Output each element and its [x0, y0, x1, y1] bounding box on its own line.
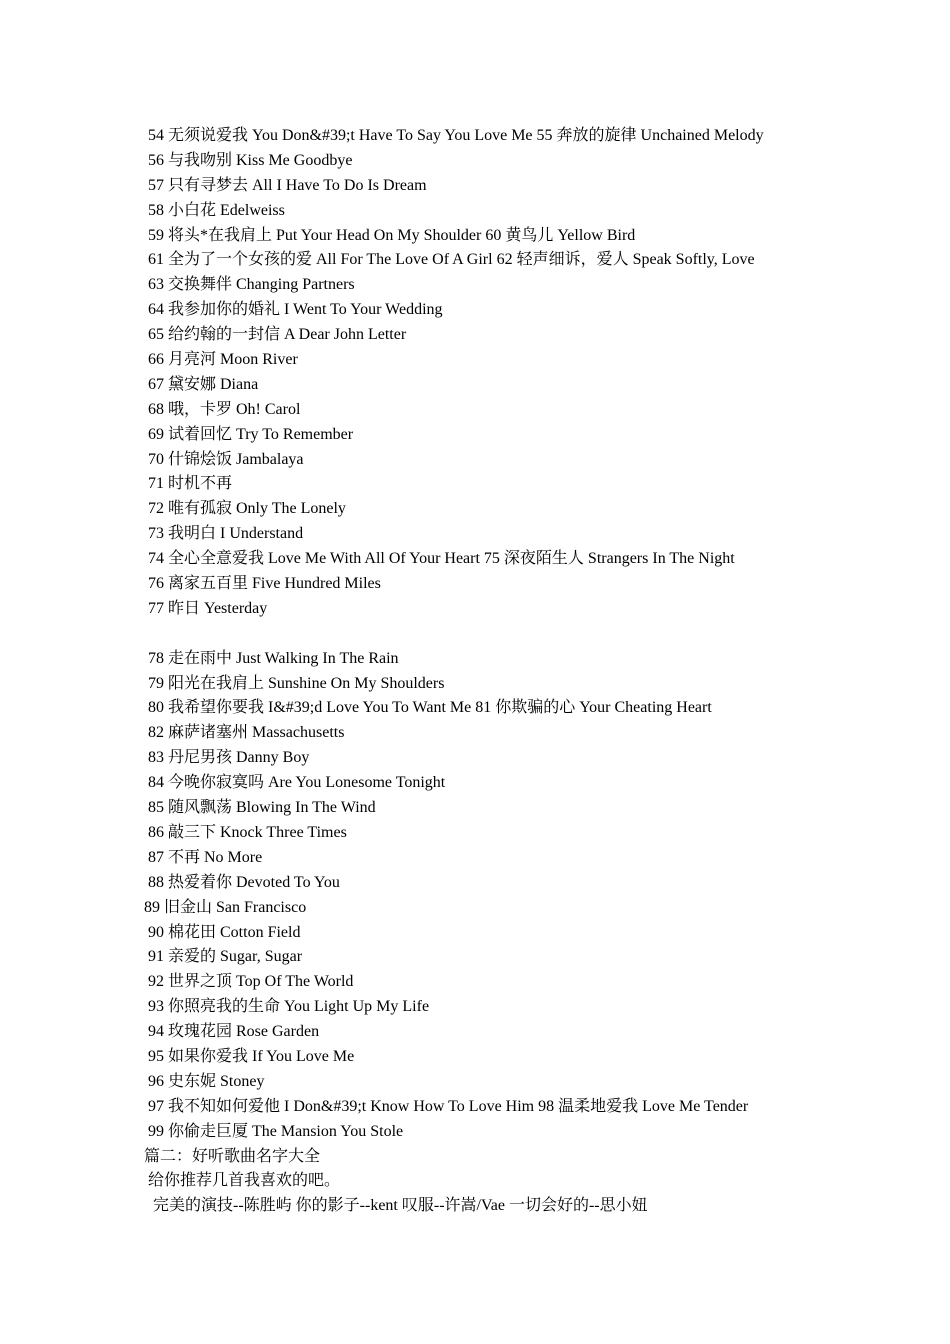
text-line: 61 全为了一个女孩的爱 All For The Love Of A Girl 62 轻声细诉，爱人 Speak Softly, Love [148, 251, 755, 269]
text-line: 给你推荐几首我喜欢的吧。 [148, 1172, 341, 1190]
text-line: 94 玫瑰花园 Rose Garden [148, 1023, 320, 1041]
text-line: 95 如果你爱我 If You Love Me [148, 1047, 355, 1065]
text-line: 57 只有寻梦去 All I Have To Do Is Dream [148, 176, 427, 194]
text-line: 80 我希望你要我 I&#39;d Love You To Want Me 81 你欺骗的心 Your Cheating Heart [148, 699, 712, 717]
text-line: 78 走在雨中 Just Walking In The Rain [148, 649, 399, 667]
text-line: 74 全心全意爱我 Love Me With All Of Your Heart 75 深夜陌生人 Strangers In The Night [148, 550, 735, 568]
text-line: 66 月亮河 Moon River [148, 351, 298, 369]
text-line: 96 史东妮 Stoney [148, 1072, 265, 1090]
text-line: 58 小白花 Edelweiss [148, 201, 285, 219]
text-line: 91 亲爱的 Sugar, Sugar [148, 948, 303, 966]
text-line: 99 你偷走巨厦 The Mansion You Stole [148, 1122, 404, 1140]
text-line: 70 什锦烩饭 Jambalaya [148, 450, 304, 468]
text-line: 73 我明白 I Understand [148, 525, 304, 543]
blank-line [0, 622, 950, 647]
text-line: 86 敲三下 Knock Three Times [148, 823, 347, 841]
text-line: 87 不再 No More [148, 848, 263, 866]
text-line: 68 哦，卡罗 Oh! Carol [148, 400, 301, 418]
text-line: 72 唯有孤寂 Only The Lonely [148, 500, 346, 518]
text-line: 77 昨日 Yesterday [148, 599, 268, 617]
text-line: 65 给约翰的一封信 A Dear John Letter [148, 326, 407, 344]
text-line: 54 无须说爱我 You Don&#39;t Have To Say You Love Me 55 奔放的旋律 Unchained Melody [148, 127, 764, 144]
text-line: 64 我参加你的婚礼 I Went To Your Wedding [148, 301, 443, 319]
text-line: 完美的演技--陈胜屿 你的影子--kent 叹服--许嵩/Vae 一切会好的--思小妞 [153, 1197, 648, 1215]
text-line: 82 麻萨诸塞州 Massachusetts [148, 724, 345, 742]
text-line: 88 热爱着你 Devoted To You [148, 873, 340, 891]
text-line: 59 将头*在我肩上 Put Your Head On My Shoulder 60 黄鸟儿 Yellow Bird [148, 226, 636, 244]
section-heading: 篇二：好听歌曲名字大全 [144, 1147, 321, 1165]
document-page [0, 124, 950, 1219]
text-line: 83 丹尼男孩 Danny Boy [148, 749, 310, 767]
text-line: 90 棉花田 Cotton Field [148, 923, 301, 941]
text-line: 92 世界之顶 Top Of The World [148, 973, 354, 991]
text-line: 84 今晚你寂寞吗 Are You Lonesome Tonight [148, 774, 446, 792]
text-line: 93 你照亮我的生命 You Light Up My Life [148, 998, 430, 1016]
text-line: 56 与我吻别 Kiss Me Goodbye [148, 151, 353, 169]
text-line: 79 阳光在我肩上 Sunshine On My Shoulders [148, 674, 445, 692]
text-line: 85 随风飘荡 Blowing In The Wind [148, 799, 376, 817]
text-line: 89 旧金山 San Francisco [144, 898, 307, 916]
text-line: 63 交换舞伴 Changing Partners [148, 276, 355, 294]
text-line: 67 黛安娜 Diana [148, 375, 259, 393]
text-line: 71 时机不再 [148, 475, 233, 493]
text-line: 97 我不知如何爱他 I Don&#39;t Know How To Love Him 98 温柔地爱我 Love Me Tender [148, 1097, 749, 1115]
text-line: 76 离家五百里 Five Hundred Miles [148, 575, 381, 593]
text-line: 69 试着回忆 Try To Remember [148, 425, 354, 443]
